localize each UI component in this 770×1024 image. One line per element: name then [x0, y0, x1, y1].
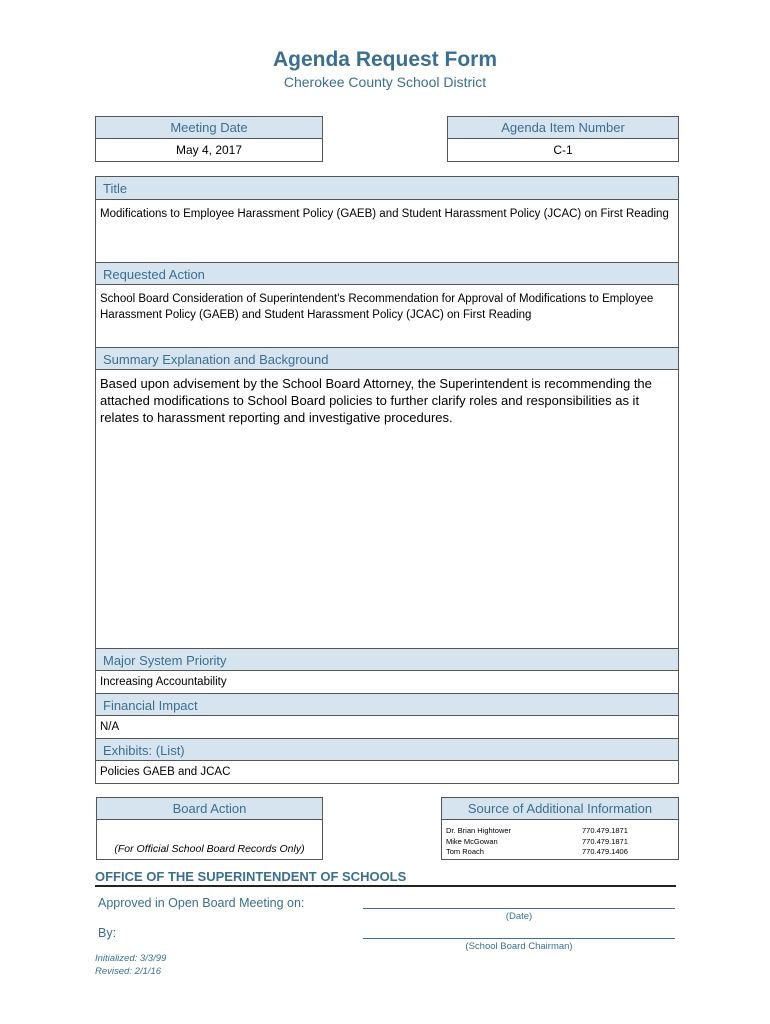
exhibits-label: Exhibits: (List) — [96, 738, 678, 761]
requested-action-text: School Board Consideration of Superintendent's Recommendation for Approval of Modifications to Employee Harassment Policy (GAEB) and Student Harassment Policy (JCAC) on First Reading — [100, 293, 654, 321]
board-action-label: Board Action — [97, 798, 322, 820]
meeting-date-value: May 4, 2017 — [175, 143, 243, 157]
priority-value: Increasing Accountability — [100, 676, 227, 688]
requested-action-label: Requested Action — [96, 262, 678, 285]
financial-impact-label: Financial Impact — [96, 693, 678, 716]
contact-name: Tom Roach — [446, 847, 484, 856]
date-caption: (Date) — [505, 911, 533, 922]
form-title: Agenda Request Form — [272, 48, 498, 71]
priority-label: Major System Priority — [96, 648, 678, 671]
contact-row — [446, 837, 674, 848]
summary-label: Summary Explanation and Background — [96, 347, 678, 370]
financial-impact-value: N/A — [100, 721, 120, 733]
meeting-date-label: Meeting Date — [96, 117, 322, 139]
agenda-item-box — [447, 116, 679, 162]
initialized-date: Initialized: 3/3/99 — [95, 953, 167, 964]
contact-phone: 770.479.1871 — [582, 826, 628, 835]
main-form-sections — [95, 176, 679, 784]
contact-row — [446, 826, 674, 837]
office-divider — [95, 885, 676, 887]
board-action-box — [96, 797, 323, 860]
contact-row — [446, 847, 674, 858]
district-name: Cherokee County School District — [283, 74, 487, 90]
date-signature-line[interactable] — [363, 908, 675, 909]
agenda-item-label: Agenda Item Number — [448, 117, 678, 139]
exhibits-value: Policies GAEB and JCAC — [100, 766, 231, 778]
board-action-note: (For Official School Board Records Only) — [114, 843, 305, 855]
source-info-box — [441, 797, 679, 860]
office-heading: OFFICE OF THE SUPERINTENDENT OF SCHOOLS — [95, 869, 407, 884]
chairman-signature-line[interactable] — [363, 938, 675, 939]
contact-phone: 770.479.1406 — [582, 847, 628, 856]
revised-date: Revised: 2/1/16 — [95, 966, 162, 977]
contact-name: Mike McGowan — [446, 836, 498, 846]
agenda-item-value: C-1 — [553, 143, 573, 157]
approved-label: Approved in Open Board Meeting on: — [98, 896, 305, 910]
by-label: By: — [98, 926, 117, 940]
summary-text: Based upon advisement by the School Board Attorney, the Superintendent is recommending the attached modifications to School Board policies to further clarify roles and responsibilities as it relates to harassment reporting and investigative procedures. — [100, 376, 652, 425]
source-info-label: Source of Additional Information — [442, 798, 678, 820]
contact-name: Dr. Brian Hightower — [446, 826, 512, 835]
contact-phone: 770.479.1871 — [582, 836, 628, 846]
title-section-text: Modifications to Employee Harassment Policy (GAEB) and Student Harassment Policy (JCAC) on First Reading — [100, 208, 669, 220]
title-section-label: Title — [96, 177, 678, 200]
meeting-date-box — [95, 116, 323, 162]
chairman-caption: (School Board Chairman) — [465, 941, 573, 952]
contact-list — [442, 820, 678, 864]
